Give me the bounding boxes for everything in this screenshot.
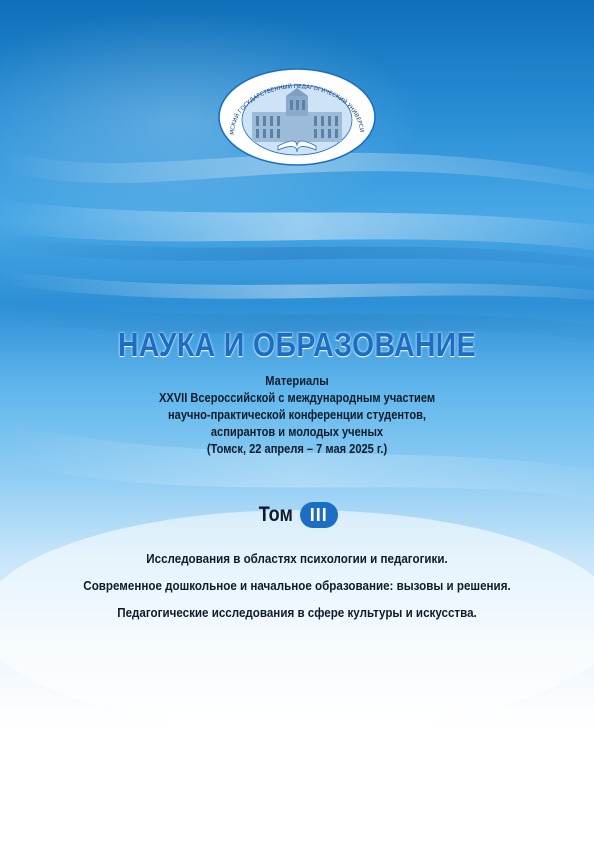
conference-description xyxy=(0,373,594,458)
topic-item: Педагогические исследования в сфере культуры и искусства. xyxy=(117,605,477,620)
volume-number-badge: III xyxy=(300,502,338,528)
volume-indicator xyxy=(0,502,594,532)
topic-item: Исследования в областях психологии и педагогики. xyxy=(146,551,448,566)
logo-arc-text: МСКИЙ ГОСУДАРСТВЕННЫЙ ПЕДАГОГИЧЕСКИЙ УНИВЕРСИ xyxy=(229,83,365,136)
university-logo xyxy=(218,68,376,166)
materials-line: Материалы xyxy=(265,374,329,388)
participants-line: аспирантов и молодых ученых xyxy=(210,425,384,439)
cover-title: НАУКА И ОБРАЗОВАНИЕ xyxy=(117,326,477,363)
conference-type-line: научно-практической конференции студентов, xyxy=(167,408,427,422)
conference-name-line: XXVII Всероссийской с международным участием xyxy=(158,391,436,405)
university-building-icon xyxy=(218,68,376,166)
date-place-line: (Томск, 22 апреля – 7 мая 2025 г.) xyxy=(206,442,388,456)
volume-label: Том xyxy=(258,503,294,526)
topic-item: Современное дошкольное и начальное образование: вызовы и решения. xyxy=(83,578,511,593)
volume-topics xyxy=(0,545,594,626)
